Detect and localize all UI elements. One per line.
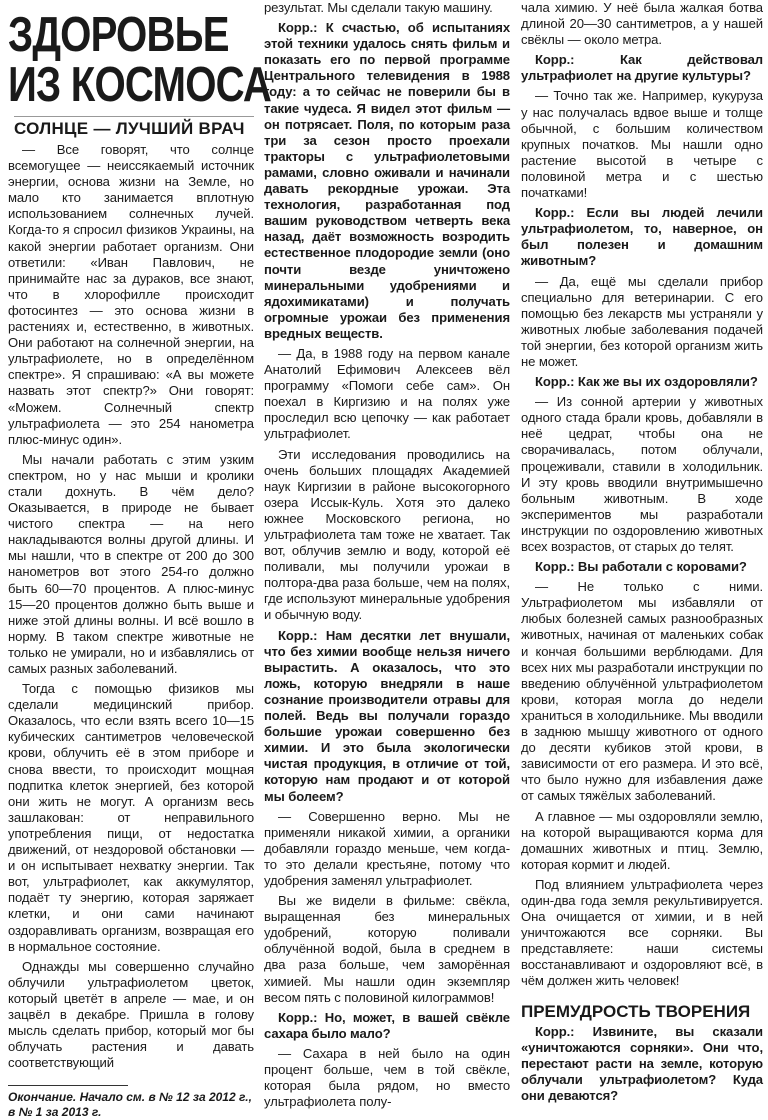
column-3	[521, 0, 763, 1103]
subheading-wisdom: ПРЕМУДРОСТЬ ТВОРЕНИЯ	[521, 1001, 751, 1021]
headline	[8, 8, 272, 112]
paragraph: — Из сонной артерии у животных одного стада брали кровь, добавляли в неё цедрат, чтобы она не сворачивалась, потом облучали, процеживали, ставили в холодильник. И эту кровь вводили внутримышечно больным животным. В ходе экспериментов мы разработали инструкции по оздоровлению животных всех возрастов, от старых до телят.	[521, 394, 763, 554]
paragraph: чала химию. У неё была жалкая ботва длиной 20—30 сантиметров, а у нашей свёклы — около метра.	[521, 0, 763, 48]
paragraph: Мы начали работать с этим узким спектром, но у нас мыши и кролики стали дохнуть. В чём дело? Оказывается, в природе не бывает чистого спектра — на него накладываются волны другой длины. И мы нашли, что в спектре от 200 до 300 нанометров вот этого 254-го должно быть 60—70 процентов. А плюс-минус 15—20 процентов должно быть выше и ниже этой длины волны. И всё вошло в норму. В таком спектре животные не только не умирали, но и избавлялись от самых разных заболеваний.	[8, 451, 254, 676]
interviewer-question: Корр.: Как действовал ультрафиолет на другие культуры?	[521, 52, 763, 84]
paragraph: — Все говорят, что солнце всемогущее — неиссякаемый источник энергии, основа жизни на Земле, но мало кто занимается вплотную использованием солнечных лучей. Когда-то я спросил физиков Украины, на какой энергии работает организм. Они ответили: «Иван Павлович, не принимайте нас за дураков, все знают, что в хлорофилле происходит фотосинтез — это основа жизни в растениях и, естественно, в животных. Они работают на солнечной энергии, на ультрафиолете, но в определённом спектре». Я спрашиваю: «А вы можете назвать этот спектр?» Они говорят: «Можем. Солнечный спектр ультрафиолета — это 254 нанометра плюс-минус один».	[8, 142, 254, 447]
interviewer-question: Корр.: Вы работали с коровами?	[535, 559, 747, 575]
paragraph: — Совершенно верно. Мы не применяли никакой химии, а органики добавляли гораздо меньше, чем когда-то это делали крестьяне, потому что удобрения заменял ультрафиолет.	[264, 808, 510, 888]
paragraph: Тогда с помощью физиков мы сделали медицинский прибор. Оказалось, что если взять всего 10—15 кубических сантиметров человеческой крови, облучить её в этом приборе и снова ввести, то происходит мощная подпитка клеток энергией, без которой они жить не могут. А организм весь зашлакован: от неправильного употребления пищи, от недостатка движений, от нездоровой обстановки — и он испытывает нехватку энергии. Так вот, ультрафиолет, как аккумулятор, подаёт ту энергию, которая заряжает клетки, и они сами начинают оздоравливать организм, возвращая его в нормальное состояние.	[8, 681, 254, 954]
paragraph: — Да, ещё мы сделали прибор специально для ветеринарии. С его помощью без лекарств мы устраняли у животных любые заболевания подачей той энергии, без которой организм жить не может.	[521, 273, 763, 369]
column-1	[8, 0, 272, 1120]
interviewer-question: Корр.: К счастью, об испытаниях этой техники удалось снять фильм и показать его по первой программе Центрального телевидения в 1988 году: а то сейчас не поверили бы в такие чудеса. Я видел этот фильм — он потрясает. Поля, по которым раза три за сезон просто проехали тракторы с ультрафиолетовыми рамами, словно оживали и начинали давать рекордные урожаи. Эта технология, разработанная под вашим руководством четверть века назад, даёт возможность возродить естественное плодородие земли (оно почти везде уничтожено минеральными удобрениями и ядохимикатами) и получать огромные урожаи без применения вредных веществ.	[264, 20, 510, 341]
interviewer-question: Корр.: Как же вы их оздоровляли?	[535, 374, 758, 390]
subheading-sun: СОЛНЦЕ — ЛУЧШИЙ ВРАЧ	[14, 116, 254, 139]
paragraph: — Сахара в ней было на один процент больше, чем в той свёкле, которая была рядом, но вместо ультрафиолета полу-	[264, 1045, 510, 1110]
interviewer-question: Корр.: Если вы людей лечили ультрафиолетом, то, наверное, он был полезен и домашним животным?	[521, 205, 763, 269]
interviewer-question: Корр.: Извините, вы сказали «уничтожаются сорняки». Они что, перестают расти на земле, которую облучали ультрафиолетом? Куда они деваются?	[521, 1023, 763, 1103]
paragraph: Эти исследования проводились на очень больших площадях Академией наук Киргизии в районе высокогорного озера Иссык-Куль. Хотя это далеко южнее Московского региона, но ультрафиолета там тоже не хватает. Так вот, облучив землю и воду, которой её поливали, мы получили урожаи в полтора-два раза больше, чем на полях, где используют минеральные удобрения и обычную воду.	[264, 446, 510, 623]
paragraph: А главное — мы оздоровляли землю, на которой выращиваются корма для домашних животных и птиц. Землю, которая кормит и людей.	[521, 808, 763, 872]
paragraph: результат. Мы сделали такую машину.	[264, 0, 493, 15]
paragraph: — Да, в 1988 году на первом канале Анатолий Ефимович Алексеев вёл программу «Помоги себе сам». Он поехал в Киргизию и на полях уже проследил всю цепочку — как работает ультрафиолет.	[264, 345, 510, 442]
paragraph: Вы же видели в фильме: свёкла, выращенная без минеральных удобрений, которую поливали облучённой водой, была в среднем в два раза больше, чем заморённая химией. Мы нашли один экземпляр весом пять с половиной килограммов!	[264, 893, 510, 1005]
column-2	[264, 0, 510, 1110]
interviewer-question: Корр.: Нам десятки лет внушали, что без химии вообще нельзя ничего вырастить. А оказалось, что это ложь, которую внедряли в наше сознание производители отравы для полей. Ведь вы получали гораздо большие урожаи совершенно без химии. И это была экологически чистая продукция, в отличие от той, которую нам продают и от которой мы болеем?	[264, 627, 510, 804]
headline-line-1: ЗДОРОВЬЕ	[8, 8, 229, 62]
paragraph: Однажды мы совершенно случайно облучили ультрафиолетом цветок, который цветёт в апреле — мае, и он зацвёл в декабре. Пришла в голову мысль сделать прибор, который мог бы облучать растения и давать соответствующий	[8, 958, 254, 1071]
continuation-note: Окончание. Начало см. в № 12 за 2012 г., в № 1 за 2013 г.	[8, 1090, 252, 1120]
interviewer-question: Корр.: Но, может, в вашей свёкле сахара было мало?	[264, 1009, 510, 1041]
footnote-divider	[8, 1085, 128, 1086]
paragraph: — Точно так же. Например, кукуруза у нас получалась вдвое выше и толще обычной, с большим количеством крупных початков. Мы нашли одно растение высотой в четыре с половиной метра и с шестью початками!	[521, 88, 763, 201]
paragraph: Под влиянием ультрафиолета через один-два года земля рекультивируется. Она очищается от химии, и в ней уничтожаются все сорняки. Вы представляете: наши системы восстанавливают и оздоровляют всё, в чём должен жить человек!	[521, 876, 763, 989]
paragraph: — Не только с ними. Ультрафиолетом мы избавляли от любых болезней самых разнообразных животных, начиная от маленьких собак и кончая большими верблюдами. Для всех них мы разработали инструкции по введению облучённой ультрафиолетом крови, которая могла до недели храниться в холодильнике. Мы вводили в заднюю мышцу животного от одного до десяти кубиков этой крови, в зависимости от его размера. И это всё, что было нужно для избавления даже от самых тяжёлых заболеваний.	[521, 579, 763, 804]
headline-line-2: ИЗ КОСМОСА	[8, 58, 272, 112]
